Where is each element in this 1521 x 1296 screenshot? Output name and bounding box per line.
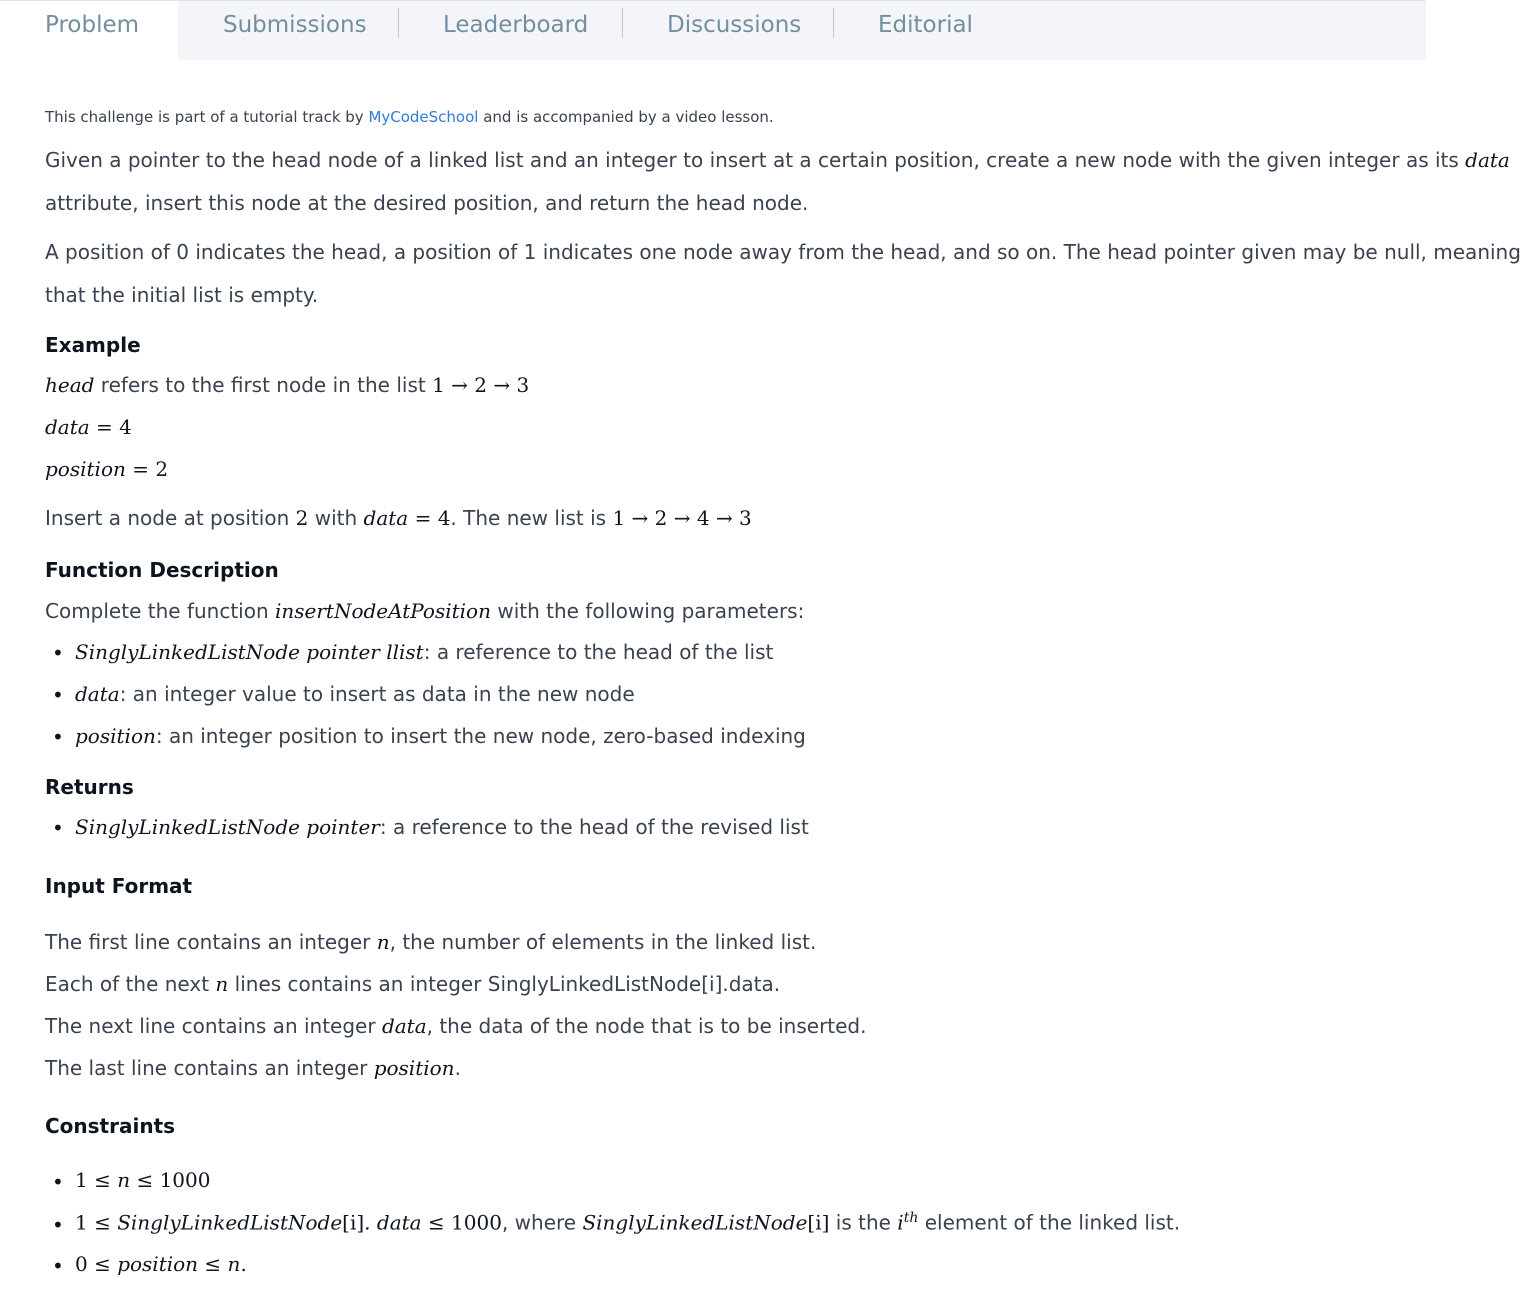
return-desc: : a reference to the head of the revised list (379, 815, 809, 839)
math: 1 ≤ (75, 1168, 118, 1192)
func-text: with the following parameters: (490, 599, 805, 623)
insert-text: with (308, 506, 364, 530)
constraint-text: element of the linked list. (918, 1210, 1181, 1235)
param-llist (75, 640, 773, 664)
intro-line-2: attribute, insert this node at the desired position, and return the head node. (45, 191, 809, 215)
intro-line-4: that the initial list is empty. (45, 283, 319, 307)
constraint-1 (75, 1168, 210, 1192)
tab-leaderboard[interactable]: Leaderboard (443, 12, 589, 38)
tutorial-note (45, 108, 774, 126)
intro-line-1 (45, 148, 1510, 172)
param-name: data (75, 682, 120, 706)
bullet-icon: • (52, 725, 64, 749)
input-line-2 (45, 972, 780, 996)
function-description-line (45, 599, 804, 623)
math-data: data (1465, 148, 1510, 172)
mycodeschool-link[interactable]: MyCodeSchool (368, 108, 479, 126)
math-position: position (45, 457, 126, 481)
math-n: n (117, 1168, 131, 1192)
example-insert-line (45, 506, 752, 530)
intro-text: Given a pointer to the head node of a linked list and an integer to insert at a certain position, create a new node with the given integer as its (45, 148, 1466, 172)
param-position (75, 724, 806, 748)
math-data: . data (364, 1210, 422, 1235)
func-text: Complete the function (45, 599, 275, 623)
returns-item (75, 815, 809, 839)
return-type: SinglyLinkedListNode pointer (75, 815, 380, 839)
math-list: 1 → 2 → 4 → 3 (612, 506, 752, 530)
example-position-line (45, 457, 168, 481)
bullet-icon: • (52, 641, 64, 665)
example-head-line (45, 373, 529, 397)
math: 0 ≤ (75, 1252, 118, 1276)
input-line-4 (45, 1056, 461, 1080)
math-eq: = 4 (89, 415, 132, 439)
tab-bar (0, 0, 1426, 60)
bullet-icon: • (52, 683, 64, 707)
param-desc: : an integer position to insert the new node, zero-based indexing (155, 724, 806, 748)
example-text: refers to the first node in the list (94, 373, 433, 397)
input-line-1 (45, 930, 816, 954)
constraint-3 (75, 1252, 247, 1276)
param-data (75, 682, 635, 706)
constraint-2 (75, 1210, 1180, 1235)
input-text: , the number of elements in the linked list. (389, 930, 817, 954)
input-text: , the data of the node that is to be inserted. (426, 1014, 867, 1038)
math-n: n (376, 930, 390, 954)
example-data-line (45, 415, 132, 439)
insert-text: . The new list is (450, 506, 613, 530)
input-text: The first line contains an integer (45, 930, 377, 954)
constraint-text: , where (501, 1210, 583, 1235)
tab-problem[interactable]: Problem (0, 1, 178, 61)
math-position: position (373, 1056, 455, 1080)
param-name: position (75, 724, 156, 748)
tab-divider (833, 8, 834, 38)
input-text: Each of the next (45, 972, 216, 996)
math-data: data (381, 1014, 427, 1038)
input-text: The next line contains an integer (45, 1014, 382, 1038)
math-data: data (363, 506, 409, 530)
bullet-icon: • (52, 1213, 64, 1237)
bullet-icon: • (52, 1254, 64, 1278)
math-function-name: insertNodeAtPosition (274, 599, 491, 623)
tab-discussions[interactable]: Discussions (667, 12, 802, 38)
math-list: 1 → 2 → 3 (432, 373, 530, 397)
math: 1 ≤ (75, 1210, 118, 1235)
input-text: . (454, 1056, 461, 1080)
math-node: SinglyLinkedListNode (582, 1210, 808, 1235)
returns-heading: Returns (45, 775, 134, 799)
math-i: i (897, 1210, 904, 1235)
param-name: SinglyLinkedListNode pointer llist (75, 640, 424, 664)
note-suffix: and is accompanied by a video lesson. (478, 108, 774, 126)
math-n: n (215, 972, 229, 996)
bullet-icon: • (52, 1170, 64, 1194)
input-text: lines contains an integer SinglyLinkedListNode[i].data. (228, 972, 781, 996)
math: . (240, 1252, 247, 1276)
bullet-icon: • (52, 816, 64, 840)
math-pos: 2 (295, 506, 309, 530)
function-description-heading: Function Description (45, 558, 279, 582)
tab-submissions[interactable]: Submissions (223, 12, 367, 38)
tab-divider (398, 8, 399, 38)
insert-text: Insert a node at position (45, 506, 296, 530)
math-eq: = 4 (408, 506, 451, 530)
math-position: position (117, 1252, 199, 1276)
constraints-heading: Constraints (45, 1114, 176, 1138)
constraint-text: is the (829, 1210, 898, 1235)
math: ≤ 1000 (421, 1210, 502, 1235)
example-heading: Example (45, 333, 141, 357)
math-sup: th (903, 1210, 919, 1226)
math-data: data (45, 415, 90, 439)
math-node: SinglyLinkedListNode (117, 1210, 343, 1235)
note-prefix: This challenge is part of a tutorial track by (45, 108, 369, 126)
input-text: The last line contains an integer (45, 1056, 374, 1080)
math-index: [i] (807, 1210, 830, 1235)
math-index: [i] (342, 1210, 365, 1235)
math-head: head (45, 373, 95, 397)
tab-editorial[interactable]: Editorial (878, 12, 973, 38)
param-desc: : a reference to the head of the list (423, 640, 774, 664)
math: ≤ (198, 1252, 228, 1276)
input-format-heading: Input Format (45, 874, 193, 898)
math: ≤ 1000 (130, 1168, 211, 1192)
math-eq: = 2 (125, 457, 169, 481)
input-line-3 (45, 1014, 867, 1038)
param-desc: : an integer value to insert as data in the new node (119, 682, 635, 706)
tab-divider (622, 8, 623, 38)
math-n: n (227, 1252, 241, 1276)
intro-line-3: A position of 0 indicates the head, a position of 1 indicates one node away from the head, and so on. The head pointer given may be null, meaning (45, 240, 1521, 264)
